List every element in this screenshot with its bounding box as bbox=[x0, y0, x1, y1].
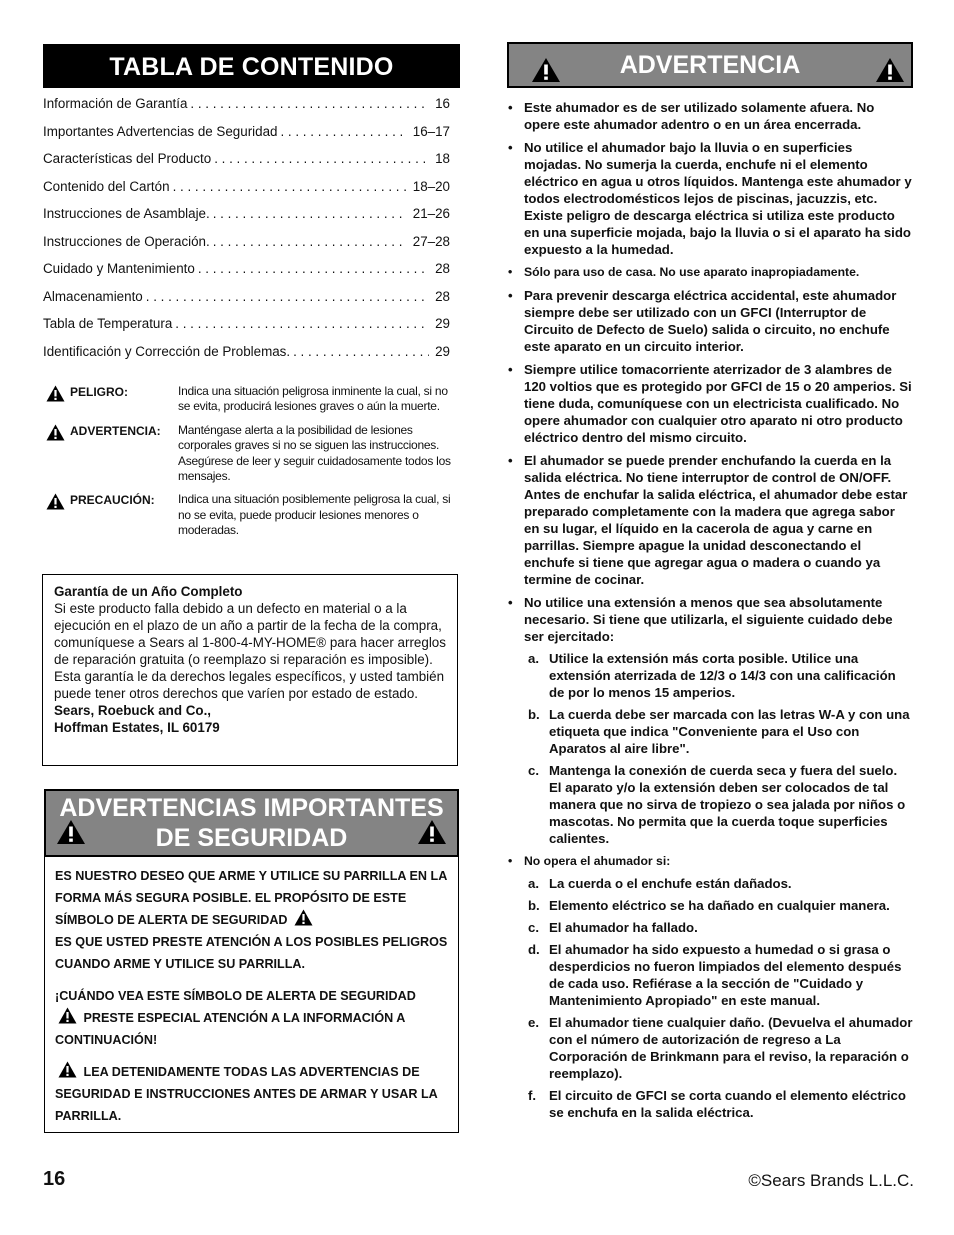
warning-triangle-icon bbox=[46, 385, 65, 402]
warning-triangle-icon bbox=[417, 819, 447, 852]
warning-item: • Este ahumador es de ser utilizado solamente afuera. No opere este ahumador adentro o en un área encerrada. bbox=[507, 99, 913, 133]
sub-item: c. El ahumador ha fallado. bbox=[528, 920, 698, 935]
warning-item: • No utilice el ahumador bajo la lluvia o en superficies mojadas. No sumerja la cuerda, enchufe ni el elemento eléctrico en agua u otros líquidos. Mantenga este ahumador y todos electrodomésticos lejos de piscinas, jacuzzis, etc. Existe peligro de descarga eléctrica si utiliza este producto en una superficie mojada, bajo la lluvia o si el aparato ha sido expuesto a la humedad. bbox=[507, 139, 913, 258]
safety-paragraph-1: ES NUESTRO DESEO QUE ARME Y UTILICE SU PARRILLA EN LA FORMA MÁS SEGURA POSIBLE. EL PROPÓSITO DE ESTE SÍMBOLO DE ALERTA DE SEGURIDAD ES QUE USTED PRESTE ATENCIÓN A LOS POSIBLES PELIGROS CUANDO ARME Y UTILICE SU PARRILLA. bbox=[55, 869, 448, 971]
right-column bbox=[507, 42, 913, 1127]
toc-entry bbox=[43, 341, 460, 369]
toc-entry-page: 18 bbox=[435, 151, 450, 166]
safety-warnings-header bbox=[44, 789, 459, 857]
toc-entry-page: 18–20 bbox=[412, 178, 450, 194]
warning-triangle-icon bbox=[294, 909, 313, 926]
toc-leader-dots bbox=[293, 341, 429, 363]
legend-label-caution: PRECAUCIÓN: bbox=[70, 493, 155, 508]
left-column bbox=[43, 44, 460, 547]
toc-entry-title: Identificación y Corrección de Problemas. bbox=[43, 343, 291, 359]
sub-item: a. La cuerda o el enchufe están dañados. bbox=[528, 876, 792, 891]
toc-entry-title: Cuidado y Mantenimiento bbox=[43, 261, 195, 276]
warranty-title: Garantía de un Año Completo bbox=[54, 584, 243, 599]
toc-entry-page: 16 bbox=[435, 96, 450, 111]
legend-row-danger bbox=[43, 384, 460, 415]
legend-desc-warning: Manténgase alerta a la posibilidad de lesiones corporales graves si no se siguen las instrucciones. Asegúrese de leer y seguir cuidadosamente todos los mensajes. bbox=[178, 422, 451, 484]
toc-list bbox=[43, 93, 460, 368]
warning-list bbox=[507, 99, 913, 1121]
toc-entry-title: Instrucciones de Operación. bbox=[43, 233, 210, 249]
no-operate-sublist bbox=[524, 875, 913, 1121]
toc-entry-page: 27–28 bbox=[412, 233, 450, 249]
toc-entry-page: 29 bbox=[435, 343, 450, 359]
toc-entry bbox=[43, 121, 460, 149]
warning-item-no-operate: • No opera el ahumador si: a. La cuerda o el enchufe están dañados. b. Elemento eléctrico se ha dañado en cualquier manera. c. El ahumador ha fallado. d. El ahumador ha sido expuesto a humedad o si grasa o desperdicios no fueron limpiados del elemento después de cada uso. Refiérase a la sección de "Cuidado y Mantenimiento Apropiado" en este manual. e. El ahumador tiene cualquier daño. (Devuelva el ahumador con el número de autorización de regreso a La Corporación de Brinkmann para el reviso, la reparación o reemplazo). f. El circuito de GFCI se corta cuando el elemento eléctrico se enchufa en la salida eléctrica. bbox=[507, 853, 913, 1121]
toc-entry bbox=[43, 93, 460, 121]
warning-title: ADVERTENCIA bbox=[619, 51, 801, 79]
toc-leader-dots bbox=[280, 121, 406, 143]
toc-leader-dots bbox=[173, 176, 407, 198]
toc-leader-dots bbox=[213, 203, 407, 225]
legend-label-warning: ADVERTENCIA: bbox=[70, 423, 161, 438]
toc-title: TABLA DE CONTENIDO bbox=[43, 44, 460, 88]
sub-item: d. El ahumador ha sido expuesto a humedad o si grasa o desperdicios no fueron limpiados del elemento después de cada uso. Refiérase a la sección de "Cuidado y Mantenimiento Apropiado" en este manual. bbox=[528, 942, 902, 1008]
toc-entry bbox=[43, 148, 460, 176]
warning-triangle-icon bbox=[58, 1061, 77, 1078]
safety-title-line1: ADVERTENCIAS IMPORTANTES bbox=[59, 794, 444, 822]
extension-sublist bbox=[524, 650, 913, 847]
toc-entry-title: Importantes Advertencias de Seguridad bbox=[43, 123, 278, 139]
warning-item-extension: • No utilice una extensión a menos que sea absolutamente necesario. Si tiene que utilizarla, el siguiente cuidado debe ser ejercitado: a. Utilice la extensión más corta posible. Utilice una extensión aterrizada de 12/3 o 14/3 con una calificación de por lo menos 15 amperios. b. La cuerda debe ser marcada con las letras W-A y con una etiqueta que indica "Conveniente para el Uso con Aparatos al aire libre". c. Mantenga la conexión de cuerda seca y fuera del suelo. El aparato y/o la extensión deben ser colocados de tal manera que no sirva de tropiezo o sea jalada por niños o mascotas. No permita que la cuerda toque superficies calientes. bbox=[507, 594, 913, 847]
toc-entry bbox=[43, 313, 460, 341]
warning-triangle-icon bbox=[56, 819, 86, 852]
warranty-box bbox=[42, 574, 458, 766]
page-number: 16 bbox=[43, 1168, 66, 1190]
toc-leader-dots bbox=[175, 313, 429, 335]
sub-item: b. La cuerda debe ser marcada con las letras W-A y con una etiqueta que indica "Conveniente para el Uso con Aparatos al aire libre". bbox=[528, 707, 910, 756]
toc-entry-page: 28 bbox=[435, 261, 450, 276]
warranty-body: Si este producto falla debido a un defecto en material o a la ejecución en el plazo de un año a partir de la fecha de la compra, comuníquese a Sears al 1-800-4-MY-HOME® para hacer arreglos de reparación gratuita (o reemplazo si reparación es imposible). Esta garantía le da derechos legales específicos, y usted también puede tener otros derechos que varíen por estado de estado. bbox=[54, 601, 446, 701]
toc-leader-dots bbox=[214, 148, 429, 170]
legend-row-caution bbox=[43, 492, 460, 538]
toc-entry-title: Almacenamiento bbox=[43, 288, 143, 304]
hazard-legend bbox=[43, 384, 460, 539]
sub-item: a. Utilice la extensión más corta posible. Utilice una extensión aterrizada de 12/3 o 14/3 con una calificación de por lo menos 15 amperios. bbox=[528, 651, 896, 700]
legend-row-warning bbox=[43, 423, 460, 485]
toc-entry-page: 29 bbox=[435, 316, 450, 331]
warning-triangle-icon bbox=[46, 424, 65, 441]
copyright-notice: ©Sears Brands L.L.C. bbox=[748, 1171, 914, 1190]
warning-item: • Para prevenir descarga eléctrica accidental, este ahumador siempre debe ser utilizado con un GFCI (Interruptor de Circuito de Defecto de Suelo) salida o circuito, no enchufe este aparato en un circuito interior. bbox=[507, 287, 913, 355]
toc-entry-title: Información de Garantía bbox=[43, 96, 188, 111]
sub-item: c. Mantenga la conexión de cuerda seca y fuera del suelo. El aparato y/o la extensión deben ser colocados de tal manera que no sirva de tropiezo o sea jalada por niños o mascotas. No permita que la cuerda toque superficies calientes. bbox=[528, 763, 906, 846]
warranty-company: Sears, Roebuck and Co., bbox=[54, 703, 212, 718]
legend-desc-caution: Indica una situación posiblemente peligrosa la cual, si no se evita, puede producir lesiones menores o moderadas. bbox=[178, 492, 451, 538]
toc-entry bbox=[43, 258, 460, 286]
toc-leader-dots bbox=[198, 258, 429, 280]
sub-item: e. El ahumador tiene cualquier daño. (Devuelva el ahumador con el número de autorización de regreso a La Corporación de Brinkmann para el reviso, la reparación o reemplazo). bbox=[528, 1015, 913, 1081]
warning-item: • Sólo para uso de casa. No use aparato inapropiadamente. bbox=[507, 264, 913, 281]
warning-triangle-icon bbox=[58, 1007, 77, 1024]
warning-item: • El ahumador se puede prender enchufando la cuerda en la salida eléctrica. No tiene interruptor de control de ON/OFF. Antes de enchufar la salida eléctrica, el ahumador debe estar preparado completamente con la madera que agrega sabor en su lugar, el líquido en la cacerola de agua y carne en parrillas. Siempre apague la unidad desconectando el enchufe si tiene que agregar agua o madera o cuando ya termine de cocinar. bbox=[507, 452, 913, 588]
toc-entry bbox=[43, 286, 460, 314]
toc-entry bbox=[43, 176, 460, 204]
toc-entry-page: 16–17 bbox=[412, 123, 450, 139]
toc-entry bbox=[43, 203, 460, 231]
safety-title-line2: DE SEGURIDAD bbox=[155, 824, 348, 852]
toc-entry-title: Instrucciones de Asamblaje. bbox=[43, 206, 210, 221]
legend-desc-danger: Indica una situación peligrosa inminente la cual, si no se evita, producirá lesiones graves o aún la muerte. bbox=[178, 384, 448, 414]
legend-label-danger: PELIGRO: bbox=[70, 385, 129, 399]
toc-entry-title: Tabla de Temperatura bbox=[43, 316, 173, 331]
toc-entry-page: 21–26 bbox=[412, 206, 450, 221]
toc-entry bbox=[43, 231, 460, 259]
toc-leader-dots bbox=[213, 231, 407, 253]
safety-paragraph-2: ¡CUÁNDO VEA ESTE SÍMBOLO DE ALERTA DE SEGURIDAD PRESTE ESPECIAL ATENCIÓN A LA INFORMACIÓN A CONTINUACIÓN! bbox=[55, 989, 416, 1047]
toc-entry-title: Contenido del Cartón bbox=[43, 178, 170, 194]
toc-entry-page: 28 bbox=[435, 288, 450, 304]
warranty-address: Hoffman Estates, IL 60179 bbox=[54, 720, 220, 735]
safety-warnings-body bbox=[44, 857, 459, 1133]
warning-triangle-icon bbox=[875, 54, 905, 96]
toc-leader-dots bbox=[190, 93, 429, 115]
sub-item: f. El circuito de GFCI se corta cuando el elemento eléctrico se enchufa en la salida eléctrica. bbox=[528, 1088, 906, 1120]
sub-item: b. Elemento eléctrico se ha dañado en cualquier manera. bbox=[528, 898, 890, 913]
warning-item: • Siempre utilice tomacorriente aterrizador de 3 alambres de 120 voltios que es protegido por GFCI de 15 o 20 amperios. Si tiene duda, comuníquese con un electricista cualificado. No opere ahumador con cualquier otro aparato ni otro producto eléctrico dentro del mismo circuito. bbox=[507, 361, 913, 446]
toc-leader-dots bbox=[146, 286, 429, 308]
toc-entry-title: Características del Producto bbox=[43, 151, 212, 166]
warning-header bbox=[507, 42, 913, 88]
safety-paragraph-3: LEA DETENIDAMENTE TODAS LAS ADVERTENCIAS DE SEGURIDAD E INSTRUCCIONES ANTES DE ARMAR Y USAR LA PARRILLA. bbox=[55, 1061, 448, 1127]
warning-triangle-icon bbox=[46, 493, 65, 510]
warning-triangle-icon bbox=[531, 54, 561, 96]
